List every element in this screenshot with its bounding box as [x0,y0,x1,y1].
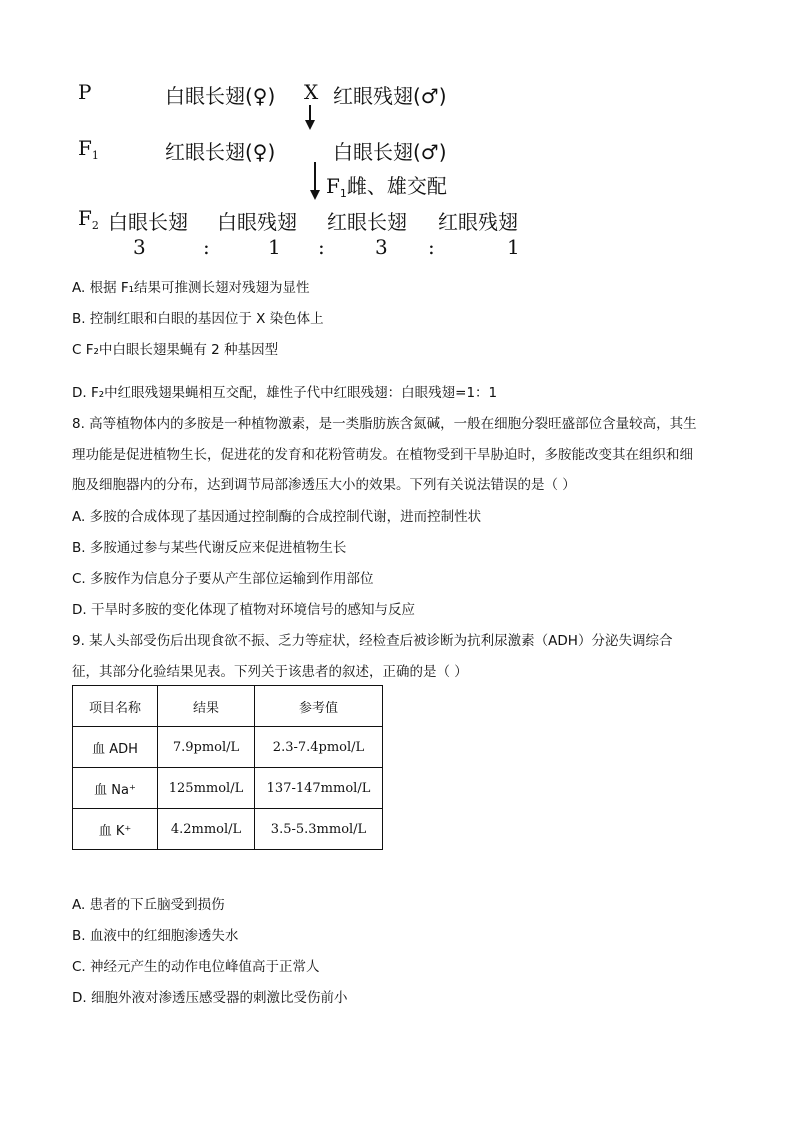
table-cell: 3.5-5.3mmol/L [255,809,383,850]
q7-option-d: D. F₂中红眼残翅果蝇相互交配，雄性子代中红眼残翅：白眼残翅=1：1 [72,385,498,401]
q9-option-d: D. 细胞外液对渗透压感受器的刺激比受伤前小 [72,990,348,1006]
f1-generation-label: $F_1$ [78,136,99,162]
table-header-cell: 参考值 [255,686,383,727]
f2-ratio-value: 1 [507,235,520,259]
table-row [73,727,383,768]
table-cell: 血 ADH [73,727,158,768]
f2-ratio-separator: : [318,235,325,259]
p-male-phenotype: 红眼残翅(♂) [333,84,447,108]
arrow-head-icon [310,190,320,200]
table-cell: 7.9pmol/L [158,727,255,768]
f1-female-phenotype: 红眼长翅(♀) [165,140,276,164]
q7-option-b: B. 控制红眼和白眼的基因位于 X 染色体上 [72,311,324,327]
f2-phenotype: 红眼残翅 [438,210,518,234]
table-header-cell: 结果 [158,686,255,727]
arrow-head-icon [305,120,315,130]
f2-ratio-separator: : [428,235,435,259]
q8-option-b: B. 多胺通过参与某些代谢反应来促进植物生长 [72,540,347,556]
table-cell: 137-147mmol/L [255,768,383,809]
cross-symbol: X [304,80,319,104]
f2-ratio-separator: : [203,235,210,259]
table-cell: 血 K⁺ [73,809,158,850]
table-cell: 125mmol/L [158,768,255,809]
q9-stem-line: 9. 某人头部受伤后出现食欲不振、乏力等症状，经检查后被诊断为抗利尿激素（ADH）分泌失调综合 [72,633,673,649]
table-cell: 4.2mmol/L [158,809,255,850]
table-header-cell: 项目名称 [73,686,158,727]
q8-option-d: D. 干旱时多胺的变化体现了植物对环境信号的感知与反应 [72,602,415,618]
f2-phenotype: 红眼长翅 [327,210,407,234]
p-generation-label: P [78,80,92,104]
table-header-row [73,686,383,727]
q9-option-b: B. 血液中的红细胞渗透失水 [72,928,239,944]
q7-option-c: C F₂中白眼长翅果蝇有 2 种基因型 [72,342,279,358]
q9-option-a: A. 患者的下丘脑受到损伤 [72,897,225,913]
f1-male-phenotype: 白眼长翅(♂) [333,140,447,164]
q9-stem-line: 征，其部分化验结果见表。下列关于该患者的叙述，正确的是（ ） [72,664,468,680]
table-row [73,768,383,809]
q8-option-a: A. 多胺的合成体现了基因通过控制酶的合成控制代谢，进而控制性状 [72,509,482,525]
table-cell: 血 Na⁺ [73,768,158,809]
f2-generation-label: $F_2$ [78,206,99,232]
q8-stem-line: 8. 高等植物体内的多胺是一种植物激素，是一类脂肪族含氮碱，一般在细胞分裂旺盛部位含量较高，其生 [72,416,697,432]
table-row [73,809,383,850]
arrow-down-icon [314,162,316,192]
p-female-phenotype: 白眼长翅(♀) [165,84,276,108]
f1-mating-note: $F_1$雌、雄交配 [326,174,447,200]
f2-ratio-value: 3 [375,235,388,259]
f2-ratio-value: 1 [268,235,281,259]
f2-phenotype: 白眼长翅 [108,210,188,234]
q8-stem-line: 理功能是促进植物生长，促进花的发育和花粉管萌发。在植物受到干旱胁迫时，多胺能改变其在组织和细 [72,447,693,463]
q9-option-c: C. 神经元产生的动作电位峰值高于正常人 [72,959,320,975]
f2-ratio-value: 3 [133,235,146,259]
table-cell: 2.3-7.4pmol/L [255,727,383,768]
q8-stem-line: 胞及细胞器内的分布，达到调节局部渗透压大小的效果。下列有关说法错误的是（ ） [72,477,576,493]
q7-option-a: A. 根据 F₁结果可推测长翅对残翅为显性 [72,280,310,296]
f2-phenotype: 白眼残翅 [217,210,297,234]
lab-results-table [72,685,383,850]
q8-option-c: C. 多胺作为信息分子要从产生部位运输到作用部位 [72,571,374,587]
